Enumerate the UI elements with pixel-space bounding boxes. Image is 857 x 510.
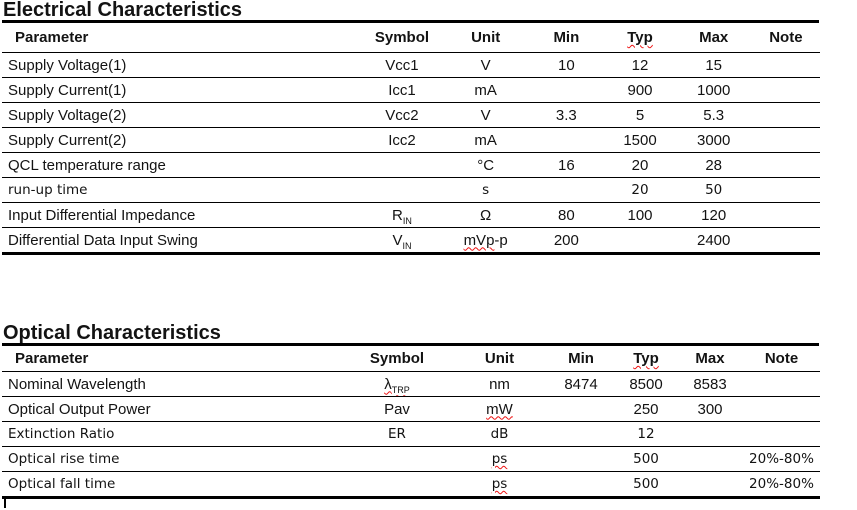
header-row	[2, 346, 820, 372]
table-row	[2, 472, 820, 498]
table-cell	[676, 53, 752, 78]
table-cell	[615, 472, 677, 498]
cell-text: Differential Data Input Swing	[8, 231, 198, 249]
table-cell	[528, 228, 604, 254]
table-cell	[2, 203, 361, 228]
table-cell	[547, 472, 615, 498]
table-cell	[443, 203, 528, 228]
table-cell	[2, 372, 342, 397]
cell-text: 900	[627, 81, 653, 99]
table-row	[2, 228, 820, 254]
cell-text: 8474	[564, 375, 598, 393]
table-cell	[677, 422, 743, 447]
table-cell	[528, 103, 604, 128]
electrical-characteristics-table	[2, 23, 820, 255]
next-table-partial-border	[4, 499, 6, 508]
cell-text: 3.3	[555, 106, 577, 124]
table-cell	[2, 472, 342, 498]
table-cell	[752, 78, 820, 103]
table-cell	[361, 53, 443, 78]
table-cell	[443, 228, 528, 254]
cell-text: V	[392, 231, 403, 249]
column-header	[2, 23, 361, 53]
cell-text: Nominal Wavelength	[8, 375, 146, 393]
cell-text: Note	[764, 350, 799, 367]
column-header	[676, 23, 752, 53]
table-cell	[676, 228, 752, 254]
table-cell	[676, 203, 752, 228]
column-header	[604, 23, 675, 53]
table-cell	[2, 422, 342, 447]
cell-text: Min	[568, 350, 594, 367]
cell-text: 500	[633, 451, 659, 467]
cell-text: IN	[402, 215, 412, 226]
cell-text: Parameter	[15, 29, 89, 46]
column-header	[452, 346, 547, 372]
cell-text: TRP	[391, 384, 410, 395]
cell-text: Pav	[384, 400, 410, 418]
cell-text: Unit	[484, 350, 515, 367]
table-cell	[604, 78, 675, 103]
table-cell	[528, 78, 604, 103]
table-cell	[547, 422, 615, 447]
table-cell	[2, 153, 361, 178]
cell-text: ps	[491, 451, 508, 467]
cell-text: 20	[631, 182, 649, 198]
column-header	[547, 346, 615, 372]
table-cell	[452, 472, 547, 498]
table-cell	[752, 203, 820, 228]
cell-text: ps	[491, 476, 508, 492]
table-row	[2, 447, 820, 472]
table-cell	[2, 447, 342, 472]
table-cell	[743, 372, 820, 397]
cell-text: mA	[474, 131, 497, 149]
table-row	[2, 397, 820, 422]
column-header	[528, 23, 604, 53]
cell-text: Input Differential Impedance	[8, 206, 196, 224]
cell-text: Supply Voltage(2)	[8, 106, 127, 124]
table-cell	[615, 422, 677, 447]
table-cell	[342, 472, 452, 498]
table-cell	[2, 128, 361, 153]
table-cell	[361, 78, 443, 103]
cell-text: 12	[631, 56, 649, 74]
cell-text: dB	[490, 426, 509, 442]
cell-text: mW	[486, 400, 513, 418]
table-cell	[443, 78, 528, 103]
cell-text: Extinction Ratio	[8, 426, 115, 442]
cell-text: λ	[384, 375, 392, 393]
cell-text: Symbol	[369, 350, 425, 367]
table-cell	[361, 228, 443, 254]
table-cell	[743, 397, 820, 422]
table-cell	[2, 53, 361, 78]
table-row	[2, 53, 820, 78]
column-header	[677, 346, 743, 372]
table-cell	[743, 447, 820, 472]
cell-text: 20	[631, 156, 649, 174]
table-cell	[752, 53, 820, 78]
column-header	[342, 346, 452, 372]
cell-text: Supply Current(1)	[8, 81, 127, 99]
cell-text: 16	[558, 156, 575, 174]
cell-text: Optical Output Power	[8, 400, 151, 418]
table-cell	[2, 228, 361, 254]
column-header	[615, 346, 677, 372]
cell-text: 15	[705, 56, 723, 74]
cell-text: 300	[697, 400, 723, 418]
header-row	[2, 23, 820, 53]
table-cell	[528, 153, 604, 178]
cell-text: 500	[633, 476, 659, 492]
cell-text: Max	[695, 350, 725, 367]
table-cell	[342, 397, 452, 422]
optical-section-title: Optical Characteristics	[2, 323, 819, 346]
table-cell	[452, 422, 547, 447]
table-cell	[342, 422, 452, 447]
cell-text: QCL temperature range	[8, 156, 166, 174]
table-cell	[677, 372, 743, 397]
cell-text: 3000	[697, 131, 731, 149]
column-header	[443, 23, 528, 53]
electrical-section-title: Electrical Characteristics	[2, 0, 819, 23]
table-cell	[604, 228, 675, 254]
table-cell	[615, 397, 677, 422]
cell-text: 8500	[629, 375, 663, 393]
table-cell	[452, 372, 547, 397]
table-cell	[443, 103, 528, 128]
table-cell	[361, 153, 443, 178]
cell-text: 20%-80%	[749, 451, 814, 467]
table-cell	[676, 78, 752, 103]
table-cell	[676, 128, 752, 153]
table-cell	[604, 178, 675, 203]
cell-text: 8583	[693, 375, 727, 393]
table-row	[2, 372, 820, 397]
table-cell	[677, 447, 743, 472]
table-cell	[2, 397, 342, 422]
cell-text: Typ	[627, 29, 653, 46]
cell-text: -p	[494, 231, 508, 249]
cell-text: 1000	[697, 81, 731, 99]
cell-text: 1500	[623, 131, 657, 149]
table-cell	[2, 103, 361, 128]
cell-text: Icc1	[388, 81, 416, 99]
cell-text: R	[392, 206, 403, 224]
cell-text: Ω	[480, 206, 492, 224]
cell-text: 10	[558, 56, 575, 74]
cell-text: Supply Voltage(1)	[8, 56, 127, 74]
cell-text: Symbol	[374, 29, 430, 46]
table-cell	[443, 153, 528, 178]
column-header	[752, 23, 820, 53]
table-cell	[342, 372, 452, 397]
table-row	[2, 103, 820, 128]
table-cell	[752, 153, 820, 178]
cell-text: 250	[633, 400, 659, 418]
table-row	[2, 78, 820, 103]
cell-text: ER	[388, 426, 406, 442]
cell-text: Parameter	[15, 350, 89, 367]
cell-text: 5	[635, 106, 645, 124]
cell-text: 28	[705, 156, 723, 174]
cell-text: Min	[553, 29, 580, 46]
table-cell	[752, 103, 820, 128]
table-cell	[361, 203, 443, 228]
table-cell	[604, 53, 675, 78]
cell-text: Note	[769, 29, 803, 46]
table-cell	[743, 472, 820, 498]
table-cell	[528, 128, 604, 153]
cell-text: Unit	[471, 29, 501, 46]
table-row	[2, 178, 820, 203]
cell-text: Vcc1	[385, 56, 419, 74]
table-cell	[361, 128, 443, 153]
table-cell	[2, 78, 361, 103]
cell-text: Optical fall time	[8, 476, 116, 492]
cell-text: 12	[637, 426, 655, 442]
cell-text: 5.3	[703, 106, 725, 124]
table-cell	[676, 153, 752, 178]
cell-text: Optical rise time	[8, 451, 120, 467]
table-cell	[677, 472, 743, 498]
table-cell	[547, 447, 615, 472]
table-row	[2, 128, 820, 153]
cell-text: Vcc2	[385, 106, 419, 124]
table-cell	[604, 103, 675, 128]
table-cell	[604, 153, 675, 178]
table-cell	[443, 178, 528, 203]
cell-text: mA	[474, 81, 497, 99]
table-row	[2, 153, 820, 178]
cell-text: s	[482, 182, 490, 198]
cell-text: 20%-80%	[749, 476, 814, 492]
table-cell	[2, 178, 361, 203]
table-cell	[443, 128, 528, 153]
cell-text: 100	[627, 206, 653, 224]
table-cell	[452, 397, 547, 422]
table-cell	[361, 103, 443, 128]
table-cell	[528, 178, 604, 203]
cell-text: 200	[553, 231, 579, 249]
table-cell	[361, 178, 443, 203]
column-header	[2, 346, 342, 372]
table-cell	[452, 447, 547, 472]
cell-text: V	[480, 106, 491, 124]
table-cell	[752, 228, 820, 254]
optical-characteristics-table	[2, 346, 820, 499]
cell-text: nm	[489, 375, 510, 393]
column-header	[743, 346, 820, 372]
table-cell	[676, 103, 752, 128]
table-cell	[342, 447, 452, 472]
table-cell	[615, 447, 677, 472]
table-cell	[752, 178, 820, 203]
table-cell	[615, 372, 677, 397]
table-cell	[752, 128, 820, 153]
table-cell	[677, 397, 743, 422]
table-cell	[743, 422, 820, 447]
table-cell	[604, 128, 675, 153]
cell-text: Icc2	[388, 131, 416, 149]
table-row	[2, 203, 820, 228]
cell-text: °C	[477, 156, 495, 174]
cell-text: mVp	[463, 231, 495, 249]
table-row	[2, 422, 820, 447]
table-cell	[547, 372, 615, 397]
table-cell	[443, 53, 528, 78]
cell-text: Max	[699, 29, 729, 46]
table-cell	[528, 203, 604, 228]
cell-text: 80	[558, 206, 575, 224]
cell-text: Supply Current(2)	[8, 131, 127, 149]
table-cell	[547, 397, 615, 422]
cell-text: Typ	[633, 350, 659, 367]
cell-text: run-up time	[8, 182, 88, 198]
cell-text: V	[480, 56, 491, 74]
cell-text: 120	[701, 206, 727, 224]
table-cell	[528, 53, 604, 78]
cell-text: IN	[402, 240, 412, 251]
cell-text: 2400	[697, 231, 731, 249]
table-cell	[676, 178, 752, 203]
column-header	[361, 23, 443, 53]
cell-text: 50	[705, 182, 723, 198]
table-cell	[604, 203, 675, 228]
